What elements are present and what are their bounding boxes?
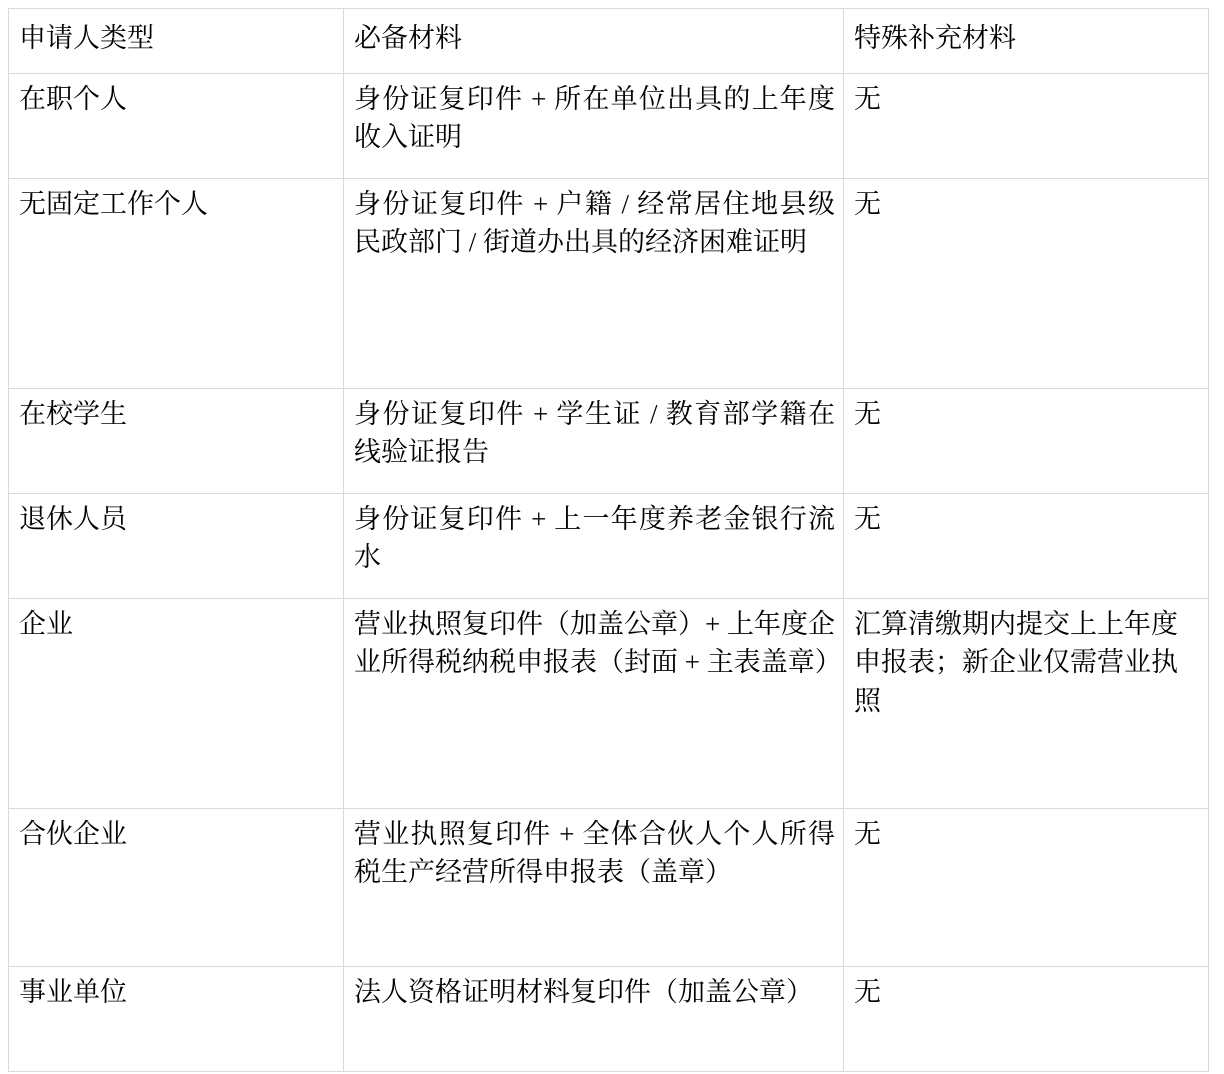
cell-text: 无 [854,977,881,1007]
table-row [9,494,1209,599]
table-row [9,179,1209,389]
cell-text: 身份证复印件 + 所在单位出具的上年度收入证明 [354,84,835,153]
cell-required-materials [344,389,844,494]
cell-text: 身份证复印件 + 户籍 / 经常居住地县级民政部门 / 街道办出具的经济困难证明 [354,189,835,258]
cell-special-materials [844,809,1209,967]
table-row [9,74,1209,179]
cell-applicant-type [9,179,344,389]
cell-special-materials [844,967,1209,1072]
cell-special-materials [844,74,1209,179]
cell-required-materials [344,74,844,179]
table-header-row [9,9,1209,74]
cell-applicant-type [9,494,344,599]
cell-text: 在职个人 [19,84,127,114]
cell-text: 无 [854,84,881,114]
cell-text: 企业 [19,609,73,639]
cell-text: 身份证复印件 + 学生证 / 教育部学籍在线验证报告 [354,399,835,468]
column-header-special-materials [844,9,1209,74]
table-row [9,809,1209,967]
cell-text: 无 [854,399,881,429]
cell-required-materials [344,179,844,389]
cell-text: 营业执照复印件（加盖公章）+ 上年度企业所得税纳税申报表（封面 + 主表盖章） [354,609,842,678]
cell-text: 无 [854,189,881,219]
cell-text: 营业执照复印件 + 全体合伙人个人所得税生产经营所得申报表（盖章） [354,819,835,888]
application-materials-table [8,8,1209,1072]
column-header-required-materials [344,9,844,74]
cell-text: 身份证复印件 + 上一年度养老金银行流水 [354,504,835,573]
cell-special-materials [844,389,1209,494]
cell-applicant-type [9,389,344,494]
table-row [9,967,1209,1072]
column-header-text: 必备材料 [354,23,462,53]
table-row [9,599,1209,809]
table-row [9,389,1209,494]
column-header-applicant-type [9,9,344,74]
column-header-text: 特殊补充材料 [854,23,1016,53]
cell-special-materials [844,494,1209,599]
cell-required-materials [344,809,844,967]
cell-special-materials [844,599,1209,809]
cell-applicant-type [9,967,344,1072]
cell-applicant-type [9,809,344,967]
cell-applicant-type [9,599,344,809]
cell-text: 在校学生 [19,399,127,429]
cell-required-materials [344,494,844,599]
cell-text: 无 [854,819,881,849]
cell-text: 无 [854,504,881,534]
cell-text: 汇算清缴期内提交上上年度申报表；新企业仅需营业执照 [854,609,1178,716]
column-header-text: 申请人类型 [19,23,154,53]
cell-text: 事业单位 [19,977,127,1007]
cell-text: 法人资格证明材料复印件（加盖公章） [354,977,813,1007]
cell-text: 退休人员 [19,504,127,534]
cell-text: 无固定工作个人 [19,189,208,219]
cell-applicant-type [9,74,344,179]
cell-special-materials [844,179,1209,389]
cell-required-materials [344,967,844,1072]
cell-text: 合伙企业 [19,819,127,849]
cell-required-materials [344,599,844,809]
